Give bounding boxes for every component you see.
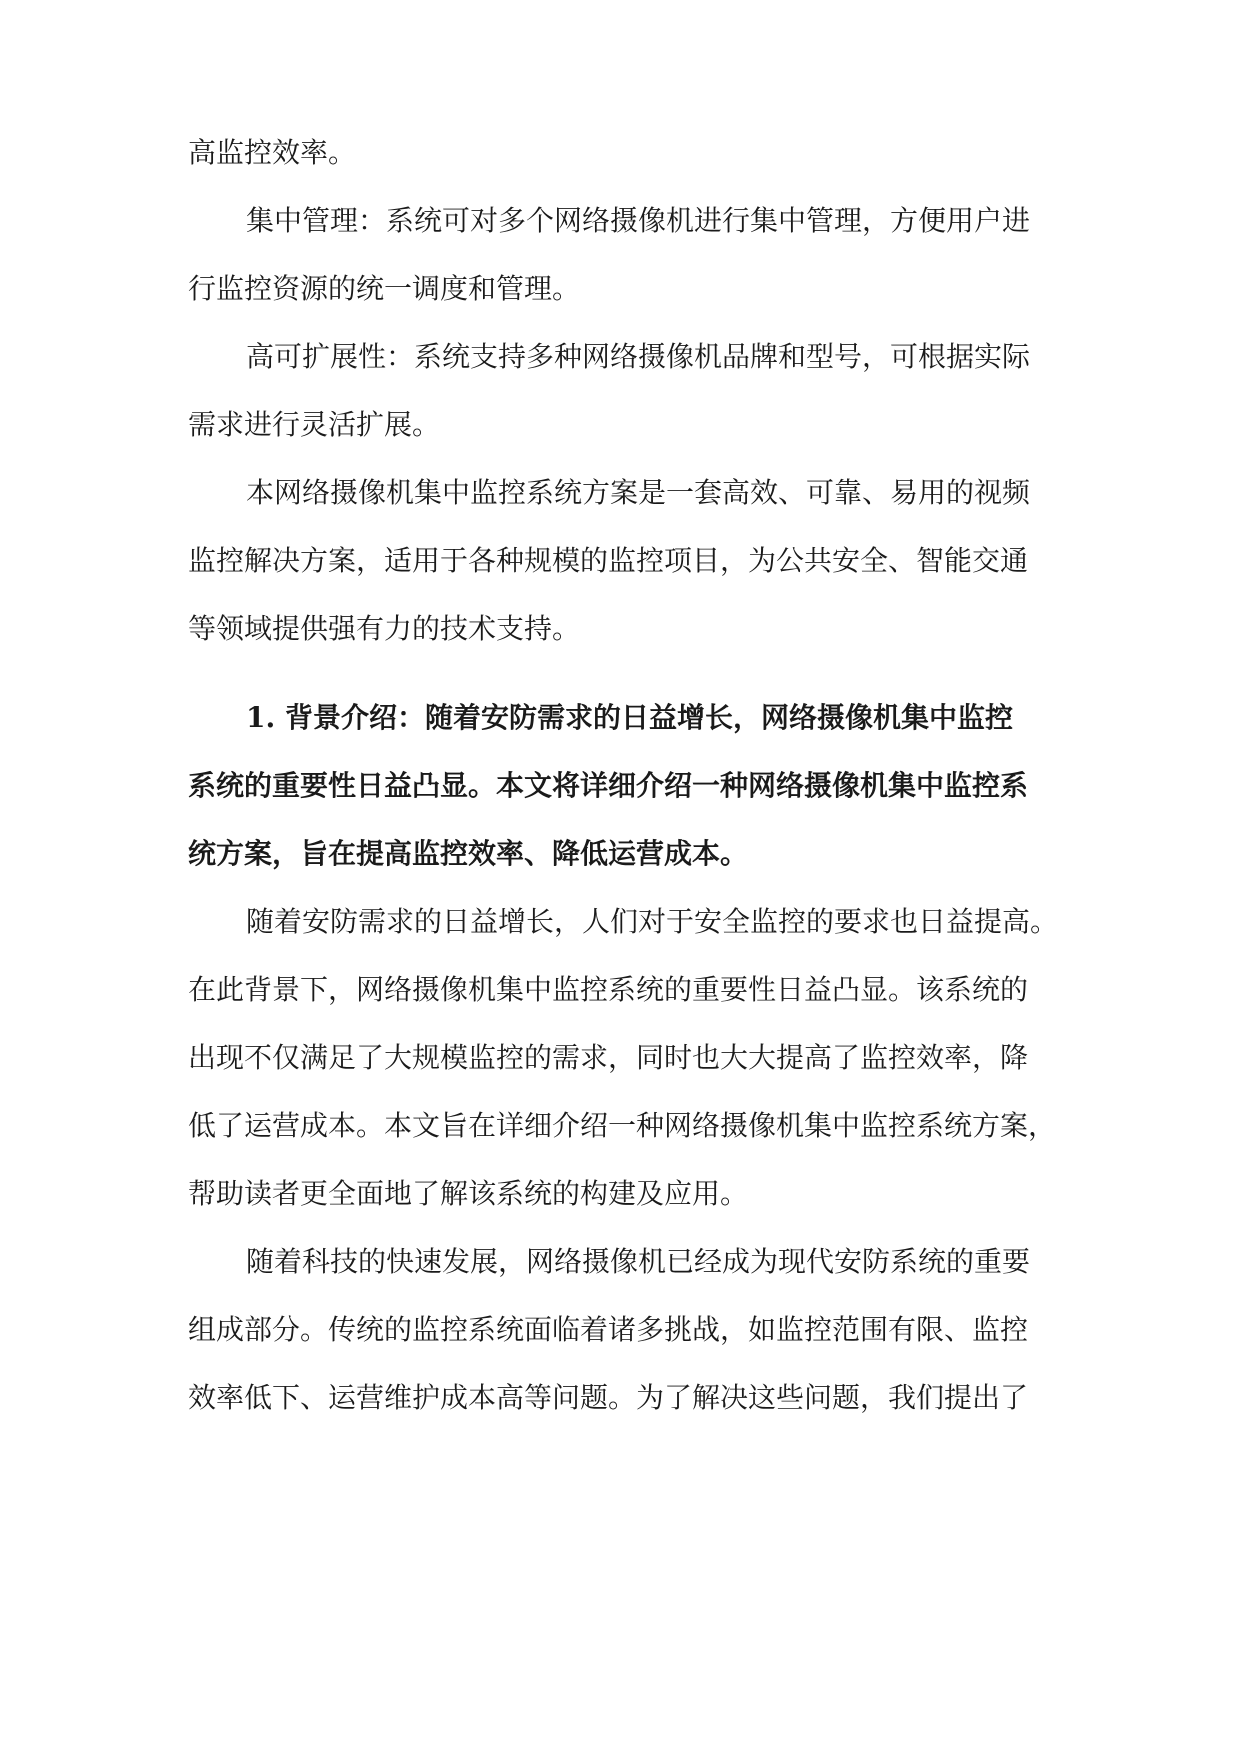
text-line: 需求进行灵活扩展。 (188, 408, 441, 441)
text-line: 效率低下、运营维护成本高等问题。为了解决这些问题，我们提出了 (188, 1381, 1029, 1414)
text-line: 行监控资源的统一调度和管理。 (188, 272, 581, 305)
text-line: 随着安防需求的日益增长，人们对于安全监控的要求也日益提高。 (246, 905, 1059, 938)
text-line: 高可扩展性：系统支持多种网络摄像机品牌和型号，可根据实际 (246, 340, 1031, 373)
text-line: 帮助读者更全面地了解该系统的构建及应用。 (188, 1177, 749, 1210)
text-line: 随着科技的快速发展，网络摄像机已经成为现代安防系统的重要 (246, 1245, 1031, 1278)
text-line: 本网络摄像机集中监控系统方案是一套高效、可靠、易用的视频 (246, 476, 1031, 509)
section-heading: 1. 背景介绍：随着安防需求的日益增长，网络摄像机集中监控 (246, 701, 1013, 734)
text-line: 低了运营成本。本文旨在详细介绍一种网络摄像机集中监控系统方案， (188, 1109, 1057, 1142)
text-line: 在此背景下，网络摄像机集中监控系统的重要性日益凸显。该系统的 (188, 973, 1029, 1006)
text-line: 出现不仅满足了大规模监控的需求，同时也大大提高了监控效率，降 (188, 1041, 1029, 1074)
section-heading: 统方案，旨在提高监控效率、降低运营成本。 (188, 837, 749, 870)
text-line: 等领域提供强有力的技术支持。 (188, 612, 581, 645)
text-line: 高监控效率。 (188, 136, 357, 169)
text-line: 集中管理：系统可对多个网络摄像机进行集中管理，方便用户进 (246, 204, 1031, 237)
text-line: 监控解决方案，适用于各种规模的监控项目，为公共安全、智能交通 (188, 544, 1029, 577)
text-line: 组成部分。传统的监控系统面临着诸多挑战，如监控范围有限、监控 (188, 1313, 1029, 1346)
section-heading: 系统的重要性日益凸显。本文将详细介绍一种网络摄像机集中监控系 (188, 769, 1029, 802)
